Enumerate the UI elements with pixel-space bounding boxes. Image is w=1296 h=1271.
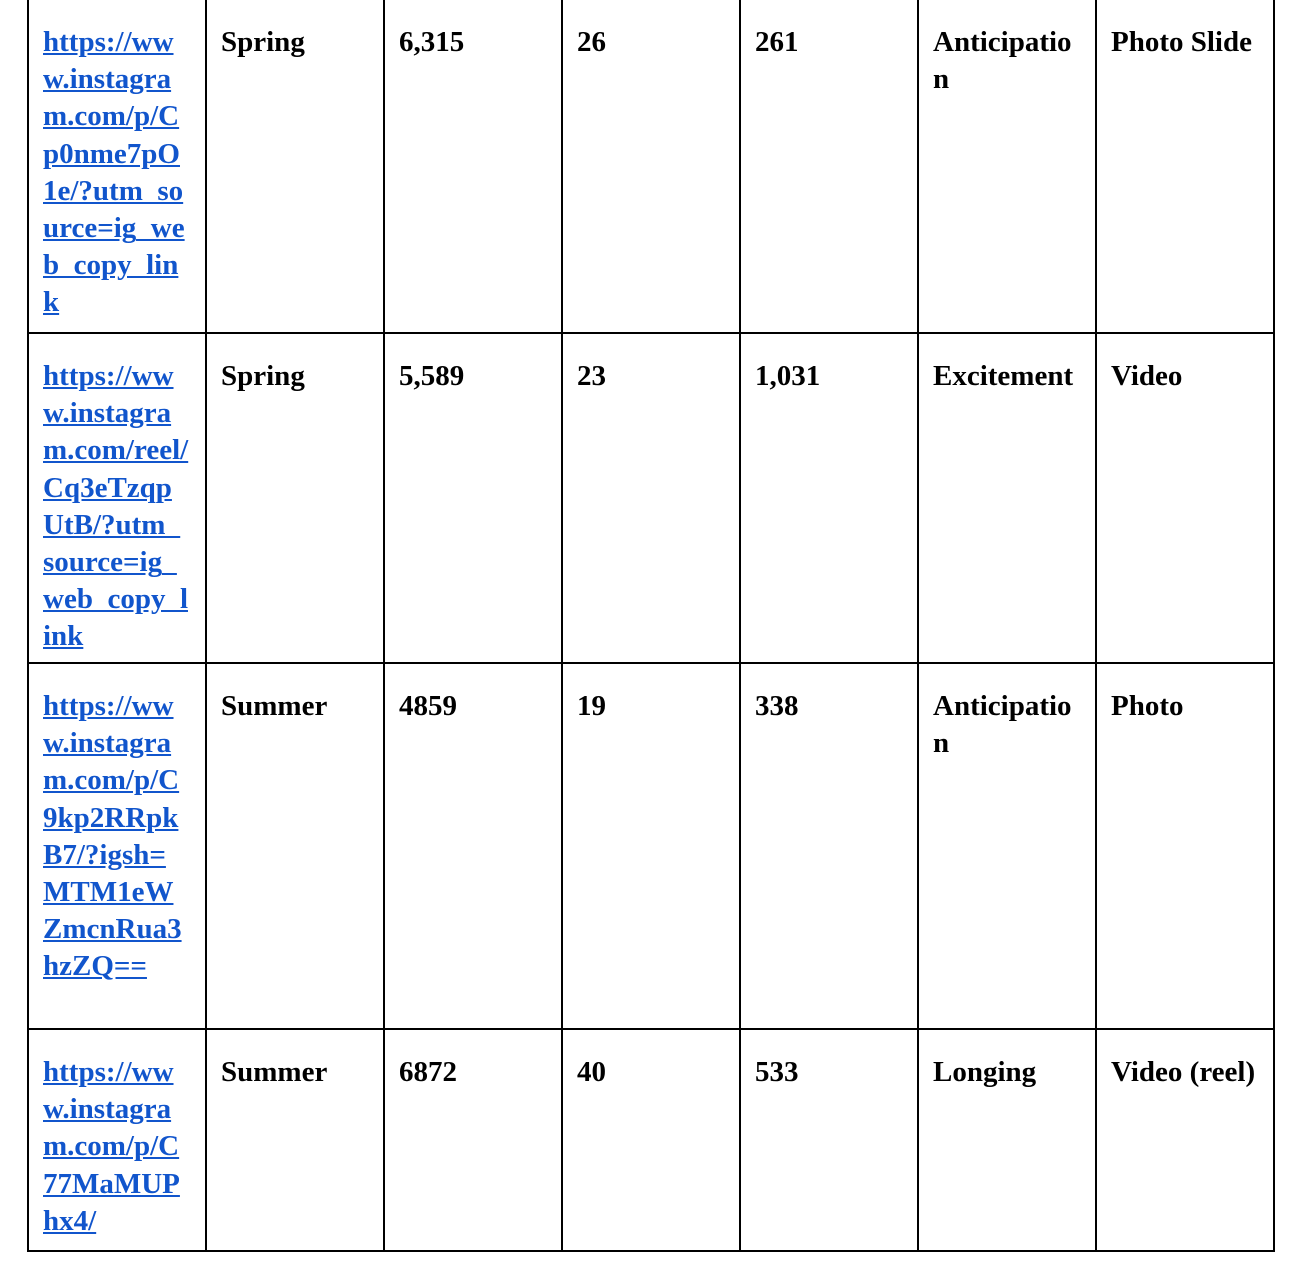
posts-table-container [27,0,1275,1252]
post-type-cell: Video [1096,333,1274,663]
emotion-cell: Longing [918,1029,1096,1251]
season-cell: Spring [206,333,384,663]
views-cell: 4859 [384,663,562,1029]
likes-cell: 261 [740,0,918,333]
views-cell: 6872 [384,1029,562,1251]
season-cell: Spring [206,0,384,333]
season-cell: Summer [206,663,384,1029]
emotion-cell: Anticipation [918,0,1096,333]
post-link[interactable]: https://www.instagram.com/reel/Cq3eTzqpUtB/?utm_source=ig_web_copy_link [43,360,189,653]
likes-cell: 338 [740,663,918,1029]
comments-cell: 40 [562,1029,740,1251]
emotion-cell: Excitement [918,333,1096,663]
table-row [28,663,1274,1029]
comments-cell: 19 [562,663,740,1029]
comments-cell: 26 [562,0,740,333]
emotion-cell: Anticipation [918,663,1096,1029]
post-link[interactable]: https://www.instagram.com/p/C77MaMUPhx4/ [43,1056,180,1237]
post-link[interactable]: https://www.instagram.com/p/C9kp2RRpkB7/?igsh=MTM1eWZmcnRua3hzZQ== [43,690,182,983]
post-link[interactable]: https://www.instagram.com/p/Cp0nme7pO1e/?utm_source=ig_web_copy_link [43,26,185,319]
link-cell [28,1029,206,1251]
table-row [28,333,1274,663]
season-cell: Summer [206,1029,384,1251]
table-row [28,1029,1274,1251]
instagram-posts-table [27,0,1275,1252]
post-type-cell: Photo [1096,663,1274,1029]
table-row [28,0,1274,333]
likes-cell: 1,031 [740,333,918,663]
link-cell [28,663,206,1029]
link-cell [28,333,206,663]
views-cell: 6,315 [384,0,562,333]
post-type-cell: Photo Slide [1096,0,1274,333]
comments-cell: 23 [562,333,740,663]
post-type-cell: Video (reel) [1096,1029,1274,1251]
link-cell [28,0,206,333]
views-cell: 5,589 [384,333,562,663]
likes-cell: 533 [740,1029,918,1251]
